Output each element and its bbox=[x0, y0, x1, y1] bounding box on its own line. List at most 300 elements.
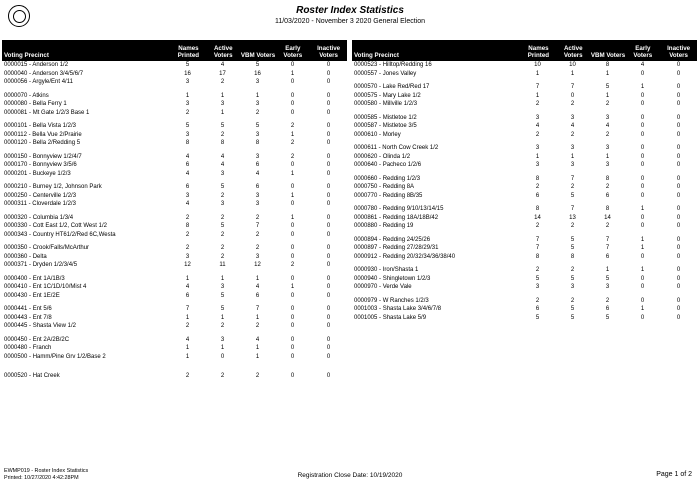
table-row bbox=[2, 275, 347, 284]
table-row bbox=[352, 153, 697, 162]
count-cell: 0 bbox=[326, 245, 331, 251]
table-row bbox=[2, 192, 347, 201]
table-row bbox=[2, 139, 347, 148]
count-cell: 1 bbox=[640, 306, 645, 312]
count-cell: 1 bbox=[605, 153, 610, 160]
precinct-name: 0000311 - Cloverdale 1/2/3 bbox=[4, 201, 76, 207]
precinct-name: 0000557 - Jones Valley bbox=[354, 70, 417, 77]
count-cell: 1 bbox=[255, 92, 260, 99]
count-cell: 0 bbox=[326, 62, 331, 68]
header-precinct: Voting Precinct bbox=[4, 52, 49, 59]
count-cell: 0 bbox=[290, 184, 295, 190]
table-row bbox=[2, 322, 347, 331]
count-cell: 5 bbox=[185, 123, 190, 129]
precinct-name: 0000660 - Redding 1/2/3 bbox=[354, 175, 421, 182]
count-cell: 0 bbox=[676, 184, 681, 190]
count-cell: 1 bbox=[255, 314, 260, 321]
table-row bbox=[2, 100, 347, 109]
count-cell: 1 bbox=[185, 345, 190, 351]
table-row bbox=[2, 183, 347, 192]
precinct-name: 0000343 - Country HT61/2/Red 6C,Westa bbox=[4, 231, 116, 238]
count-cell: 6 bbox=[255, 184, 260, 190]
count-cell: 0 bbox=[640, 131, 645, 138]
count-cell: 0 bbox=[640, 214, 645, 221]
precinct-name: 0000250 - Centerville 1/2/3 bbox=[4, 192, 77, 199]
count-cell: 0 bbox=[290, 323, 295, 329]
precinct-name: 0000150 - Bonnyview 1/2/4/7 bbox=[4, 153, 82, 160]
count-cell: 0 bbox=[326, 253, 331, 260]
precinct-name: 0000580 - Millville 1/2/3 bbox=[354, 101, 418, 107]
count-cell: 4 bbox=[185, 153, 190, 160]
printed-timestamp: Printed: 10/27/2020 4:42:28PM bbox=[4, 474, 79, 481]
count-cell: 8 bbox=[570, 253, 575, 260]
count-cell: 2 bbox=[535, 223, 540, 229]
count-cell: 0 bbox=[640, 175, 645, 182]
count-cell: 0 bbox=[640, 114, 645, 121]
precinct-name: 0000070 - Atkins bbox=[4, 92, 49, 99]
precinct-name: 0000445 - Shasta View 1/2 bbox=[4, 323, 76, 329]
right-column bbox=[352, 40, 697, 322]
precinct-name: 0000780 - Redding 9/10/13/14/15 bbox=[354, 206, 444, 212]
table-row bbox=[352, 175, 697, 184]
count-cell: 0 bbox=[640, 92, 645, 99]
count-cell: 2 bbox=[570, 184, 575, 190]
header-active: Active Voters bbox=[563, 45, 583, 59]
count-cell: 3 bbox=[185, 192, 190, 199]
group-spacer bbox=[2, 361, 347, 372]
precinct-name: 0000330 - Cott East 1/2, Cott West 1/2 bbox=[4, 223, 107, 229]
count-cell: 2 bbox=[535, 131, 540, 138]
count-cell: 2 bbox=[185, 245, 190, 251]
count-cell: 0 bbox=[676, 306, 681, 312]
count-cell: 0 bbox=[290, 162, 295, 168]
count-cell: 12 bbox=[254, 262, 261, 268]
count-cell: 0 bbox=[676, 114, 681, 121]
count-cell: 7 bbox=[255, 306, 260, 312]
count-cell: 3 bbox=[535, 145, 540, 151]
precinct-name: 0000450 - Ent 2A/2B/2C bbox=[4, 336, 70, 343]
precinct-name: 0000585 - Mistletoe 1/2 bbox=[354, 114, 417, 121]
count-cell: 3 bbox=[535, 114, 540, 121]
table-row bbox=[352, 297, 697, 306]
count-cell: 7 bbox=[535, 236, 540, 243]
precinct-name: 0000940 - Shingletown 1/2/3 bbox=[354, 275, 431, 282]
table-row bbox=[352, 161, 697, 170]
count-cell: 0 bbox=[676, 145, 681, 151]
count-cell: 8 bbox=[535, 253, 540, 260]
count-cell: 8 bbox=[255, 140, 260, 146]
count-cell: 1 bbox=[220, 92, 225, 99]
table-row bbox=[352, 205, 697, 214]
count-cell: 2 bbox=[220, 253, 225, 260]
precinct-name: 0000897 - Redding 27/28/29/31 bbox=[354, 245, 439, 251]
table-row bbox=[2, 305, 347, 314]
count-cell: 0 bbox=[676, 192, 681, 199]
table-row bbox=[352, 114, 697, 123]
table-header bbox=[352, 40, 697, 61]
count-cell: 1 bbox=[535, 92, 540, 99]
count-cell: 4 bbox=[255, 170, 260, 177]
count-cell: 3 bbox=[255, 153, 260, 160]
count-cell: 4 bbox=[185, 284, 190, 290]
count-cell: 0 bbox=[326, 109, 331, 116]
count-cell: 2 bbox=[220, 79, 225, 85]
precinct-name: 0000770 - Redding 8B/35 bbox=[354, 192, 423, 199]
count-cell: 2 bbox=[570, 101, 575, 107]
count-cell: 0 bbox=[640, 192, 645, 199]
count-cell: 16 bbox=[254, 70, 261, 77]
table-row bbox=[2, 200, 347, 209]
table-row bbox=[2, 372, 347, 381]
table-row bbox=[2, 122, 347, 131]
count-cell: 0 bbox=[676, 206, 681, 212]
count-cell: 1 bbox=[605, 70, 610, 77]
table-row bbox=[2, 92, 347, 101]
count-cell: 0 bbox=[640, 153, 645, 160]
table-row bbox=[352, 244, 697, 253]
count-cell: 5 bbox=[255, 123, 260, 129]
table-row bbox=[352, 314, 697, 323]
count-cell: 0 bbox=[290, 231, 295, 238]
table-row bbox=[2, 153, 347, 162]
precinct-name: 0000056 - Argyle/Ent 4/11 bbox=[4, 79, 73, 85]
count-cell: 0 bbox=[676, 314, 681, 321]
count-cell: 0 bbox=[326, 284, 331, 290]
count-cell: 2 bbox=[570, 267, 575, 273]
count-cell: 4 bbox=[185, 336, 190, 343]
count-cell: 1 bbox=[640, 267, 645, 273]
header-vbm: VBM Voters bbox=[590, 52, 626, 59]
count-cell: 5 bbox=[535, 275, 540, 282]
precinct-name: 0000970 - Verde Vale bbox=[354, 284, 412, 290]
count-cell: 4 bbox=[570, 123, 575, 129]
count-cell: 0 bbox=[326, 70, 331, 77]
count-cell: 1 bbox=[185, 353, 190, 360]
precinct-name: 0000640 - Pacheco 1/2/6 bbox=[354, 162, 422, 168]
count-cell: 4 bbox=[605, 123, 610, 129]
count-cell: 16 bbox=[184, 70, 191, 77]
count-cell: 1 bbox=[570, 153, 575, 160]
table-row bbox=[352, 92, 697, 101]
precinct-name: 0000320 - Columbia 1/3/4 bbox=[4, 214, 74, 221]
count-cell: 0 bbox=[326, 275, 331, 282]
count-cell: 2 bbox=[605, 297, 610, 304]
header-active: Active Voters bbox=[213, 45, 233, 59]
count-cell: 14 bbox=[534, 214, 541, 221]
count-cell: 3 bbox=[570, 284, 575, 290]
count-cell: 0 bbox=[640, 275, 645, 282]
left-rows bbox=[2, 61, 347, 381]
count-cell: 8 bbox=[185, 223, 190, 229]
count-cell: 13 bbox=[569, 214, 576, 221]
count-cell: 0 bbox=[676, 284, 681, 290]
count-cell: 0 bbox=[326, 131, 331, 138]
count-cell: 8 bbox=[535, 175, 540, 182]
count-cell: 0 bbox=[640, 223, 645, 229]
count-cell: 3 bbox=[220, 201, 225, 207]
count-cell: 0 bbox=[676, 162, 681, 168]
precinct-name: 0000120 - Bella 2/Redding 5 bbox=[4, 140, 81, 146]
count-cell: 3 bbox=[220, 284, 225, 290]
precinct-name: 0000443 - Ent 7/8 bbox=[4, 314, 52, 321]
count-cell: 0 bbox=[676, 275, 681, 282]
precinct-name: 0000880 - Redding 19 bbox=[354, 223, 414, 229]
count-cell: 4 bbox=[255, 336, 260, 343]
count-cell: 1 bbox=[570, 70, 575, 77]
table-row bbox=[2, 253, 347, 262]
count-cell: 1 bbox=[220, 109, 225, 116]
count-cell: 6 bbox=[605, 306, 610, 312]
count-cell: 0 bbox=[676, 92, 681, 99]
table-row bbox=[2, 109, 347, 118]
count-cell: 2 bbox=[220, 131, 225, 138]
table-row bbox=[2, 61, 347, 70]
count-cell: 0 bbox=[326, 192, 331, 199]
count-cell: 5 bbox=[220, 223, 225, 229]
count-cell: 5 bbox=[570, 314, 575, 321]
count-cell: 4 bbox=[220, 153, 225, 160]
count-cell: 6 bbox=[185, 292, 190, 299]
count-cell: 3 bbox=[185, 131, 190, 138]
count-cell: 1 bbox=[535, 70, 540, 77]
precinct-name: 0000523 - Hilltop/Redding 16 bbox=[354, 62, 432, 68]
count-cell: 0 bbox=[326, 323, 331, 329]
table-row bbox=[2, 131, 347, 140]
count-cell: 3 bbox=[185, 79, 190, 85]
count-cell: 1 bbox=[535, 153, 540, 160]
count-cell: 2 bbox=[535, 297, 540, 304]
count-cell: 0 bbox=[326, 262, 331, 268]
count-cell: 0 bbox=[326, 123, 331, 129]
precinct-name: 0000210 - Burney 1/2, Johnson Park bbox=[4, 184, 102, 190]
page-title: Roster Index Statistics bbox=[296, 5, 404, 16]
count-cell: 0 bbox=[326, 292, 331, 299]
count-cell: 2 bbox=[535, 267, 540, 273]
count-cell: 2 bbox=[185, 231, 190, 238]
precinct-name: 0001005 - Shasta Lake 5/9 bbox=[354, 314, 427, 321]
precinct-name: 0000170 - Bonnyview 3/5/6 bbox=[4, 162, 77, 168]
table-row bbox=[2, 261, 347, 270]
count-cell: 1 bbox=[290, 214, 295, 221]
count-cell: 2 bbox=[535, 101, 540, 107]
count-cell: 5 bbox=[220, 306, 225, 312]
table-row bbox=[2, 231, 347, 240]
count-cell: 8 bbox=[535, 206, 540, 212]
count-cell: 0 bbox=[290, 345, 295, 351]
precinct-name: 0000894 - Redding 24/25/26 bbox=[354, 236, 431, 243]
count-cell: 0 bbox=[290, 79, 295, 85]
precinct-name: 0000430 - Ent 1E/2E bbox=[4, 292, 60, 299]
count-cell: 7 bbox=[570, 84, 575, 90]
count-cell: 3 bbox=[255, 253, 260, 260]
table-row bbox=[352, 61, 697, 70]
precinct-name: 0000371 - Dryden 1/2/3/4/5 bbox=[4, 262, 78, 268]
count-cell: 1 bbox=[290, 131, 295, 138]
count-cell: 3 bbox=[255, 79, 260, 85]
count-cell: 4 bbox=[220, 162, 225, 168]
count-cell: 0 bbox=[290, 109, 295, 116]
count-cell: 0 bbox=[326, 353, 331, 360]
count-cell: 14 bbox=[604, 214, 611, 221]
count-cell: 0 bbox=[290, 353, 295, 360]
count-cell: 8 bbox=[605, 206, 610, 212]
table-row bbox=[352, 253, 697, 262]
count-cell: 2 bbox=[570, 131, 575, 138]
table-row bbox=[352, 222, 697, 231]
precinct-name: 0000912 - Redding 20/32/34/36/38/40 bbox=[354, 253, 456, 260]
count-cell: 2 bbox=[605, 184, 610, 190]
count-cell: 6 bbox=[535, 306, 540, 312]
count-cell: 0 bbox=[326, 223, 331, 229]
count-cell: 7 bbox=[255, 223, 260, 229]
count-cell: 8 bbox=[220, 140, 225, 146]
count-cell: 6 bbox=[605, 192, 610, 199]
count-cell: 3 bbox=[605, 145, 610, 151]
count-cell: 1 bbox=[290, 284, 295, 290]
header-early: Early Voters bbox=[283, 45, 303, 59]
count-cell: 2 bbox=[185, 109, 190, 116]
left-column bbox=[2, 40, 347, 381]
count-cell: 12 bbox=[184, 262, 191, 268]
count-cell: 2 bbox=[605, 223, 610, 229]
count-cell: 0 bbox=[290, 201, 295, 207]
count-cell: 1 bbox=[605, 267, 610, 273]
count-cell: 2 bbox=[220, 373, 225, 379]
count-cell: 0 bbox=[676, 84, 681, 90]
precinct-name: 0000112 - Bella Vue 2/Prairie bbox=[4, 131, 82, 138]
table-row bbox=[2, 78, 347, 87]
count-cell: 5 bbox=[220, 123, 225, 129]
table-row bbox=[352, 122, 697, 131]
count-cell: 0 bbox=[640, 297, 645, 304]
count-cell: 3 bbox=[185, 253, 190, 260]
count-cell: 0 bbox=[326, 162, 331, 168]
count-cell: 0 bbox=[676, 253, 681, 260]
table-row bbox=[352, 283, 697, 292]
count-cell: 0 bbox=[676, 101, 681, 107]
table-row bbox=[2, 161, 347, 170]
table-row bbox=[2, 222, 347, 231]
count-cell: 0 bbox=[676, 297, 681, 304]
count-cell: 0 bbox=[326, 314, 331, 321]
precinct-name: 0000201 - Buckeye 1/2/3 bbox=[4, 170, 71, 177]
count-cell: 5 bbox=[570, 275, 575, 282]
count-cell: 0 bbox=[640, 284, 645, 290]
table-row bbox=[352, 214, 697, 223]
count-cell: 2 bbox=[290, 123, 295, 129]
count-cell: 0 bbox=[326, 170, 331, 177]
count-cell: 5 bbox=[605, 84, 610, 90]
count-cell: 2 bbox=[185, 373, 190, 379]
count-cell: 3 bbox=[220, 336, 225, 343]
precinct-name: 0000015 - Anderson 1/2 bbox=[4, 62, 69, 68]
count-cell: 3 bbox=[570, 145, 575, 151]
table-row bbox=[352, 183, 697, 192]
count-cell: 3 bbox=[220, 101, 225, 107]
precinct-name: 0000750 - Redding 8A bbox=[354, 184, 415, 190]
table-row bbox=[352, 100, 697, 109]
count-cell: 2 bbox=[570, 223, 575, 229]
count-cell: 0 bbox=[290, 101, 295, 107]
count-cell: 7 bbox=[605, 245, 610, 251]
count-cell: 7 bbox=[185, 306, 190, 312]
header-names: Names Printed bbox=[527, 45, 550, 59]
count-cell: 0 bbox=[326, 101, 331, 107]
page-subtitle: 11/03/2020 - November 3 2020 General Election bbox=[274, 18, 426, 25]
right-rows bbox=[352, 61, 697, 322]
count-cell: 5 bbox=[570, 306, 575, 312]
count-cell: 2 bbox=[255, 214, 260, 221]
table-header bbox=[2, 40, 347, 61]
count-cell: 1 bbox=[290, 192, 295, 199]
precinct-name: 0000081 - Mt Gate 1/2/3 Base 1 bbox=[4, 109, 90, 116]
precinct-name: 0000410 - Ent 1C/1D/10/Mist 4 bbox=[4, 284, 87, 290]
count-cell: 8 bbox=[605, 175, 610, 182]
precinct-name: 0000520 - Hat Creek bbox=[4, 373, 60, 379]
precinct-name: 0000611 - North Cow Creek 1/2 bbox=[354, 145, 439, 151]
precinct-name: 0000441 - Ent 5/6 bbox=[4, 306, 52, 312]
count-cell: 6 bbox=[255, 162, 260, 168]
precinct-name: 0001003 - Shasta Lake 3/4/6/7/8 bbox=[354, 306, 442, 312]
count-cell: 5 bbox=[570, 236, 575, 243]
count-cell: 7 bbox=[570, 175, 575, 182]
count-cell: 0 bbox=[326, 214, 331, 221]
precinct-name: 0000480 - Franch bbox=[4, 345, 52, 351]
count-cell: 1 bbox=[605, 92, 610, 99]
count-cell: 0 bbox=[640, 101, 645, 107]
count-cell: 0 bbox=[290, 253, 295, 260]
count-cell: 0 bbox=[676, 175, 681, 182]
count-cell: 0 bbox=[326, 184, 331, 190]
count-cell: 3 bbox=[605, 114, 610, 121]
count-cell: 7 bbox=[570, 206, 575, 212]
count-cell: 3 bbox=[535, 162, 540, 168]
count-cell: 2 bbox=[535, 184, 540, 190]
count-cell: 0 bbox=[676, 70, 681, 77]
precinct-name: 0000979 - W Ranches 1/2/3 bbox=[354, 297, 429, 304]
precinct-name: 0000620 - Olinda 1/2 bbox=[354, 153, 411, 160]
count-cell: 1 bbox=[640, 236, 645, 243]
header-names: Names Printed bbox=[177, 45, 200, 59]
count-cell: 10 bbox=[534, 62, 541, 68]
table-row bbox=[352, 131, 697, 140]
count-cell: 6 bbox=[255, 292, 260, 299]
count-cell: 0 bbox=[290, 62, 295, 68]
count-cell: 5 bbox=[605, 314, 610, 321]
count-cell: 0 bbox=[676, 123, 681, 129]
count-cell: 0 bbox=[290, 314, 295, 321]
count-cell: 2 bbox=[605, 101, 610, 107]
table-row bbox=[2, 170, 347, 179]
report-id: EWMP019 - Roster Index Statistics bbox=[4, 468, 89, 474]
count-cell: 0 bbox=[290, 275, 295, 282]
count-cell: 0 bbox=[640, 314, 645, 321]
table-row bbox=[2, 344, 347, 353]
precinct-name: 0000570 - Lake Red/Red 17 bbox=[354, 84, 430, 90]
count-cell: 2 bbox=[220, 214, 225, 221]
count-cell: 0 bbox=[326, 373, 331, 379]
precinct-name: 0000350 - Crook/Falls/McArthur bbox=[4, 245, 90, 251]
table-row bbox=[2, 244, 347, 253]
count-cell: 2 bbox=[255, 245, 260, 251]
count-cell: 3 bbox=[255, 131, 260, 138]
count-cell: 0 bbox=[326, 140, 331, 146]
table-row bbox=[352, 192, 697, 201]
count-cell: 1 bbox=[255, 353, 260, 360]
table-row bbox=[352, 70, 697, 79]
count-cell: 5 bbox=[570, 192, 575, 199]
count-cell: 5 bbox=[185, 62, 190, 68]
